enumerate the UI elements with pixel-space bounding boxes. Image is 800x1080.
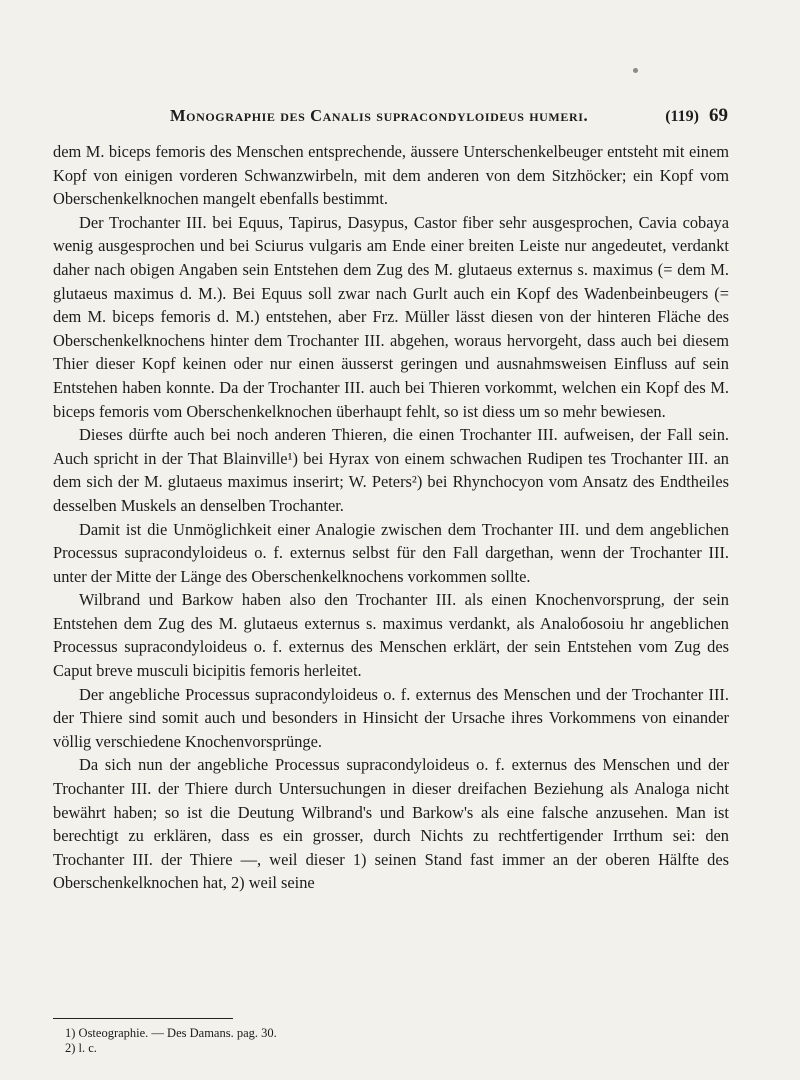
paragraph-7: Da sich nun der angebliche Processus supracondyloideus o. f. externus des Menschen und der Trochanter III. der Thiere durch Untersuchungen in dieser dreifachen Beziehung als Analoga nicht bewährt haben; so ist die Deutung Wilbrand's und Barkow's als eine falsche anzusehen. Man ist berechtigt zu erklären, dass es ein grosser, durch Nichts zu rechtfertigender Irrthum sei: den Trochanter III. der Thiere —, weil dieser 1) seinen Stand fast immer an der oberen Hälfte des Oberschenkelknochen hat, 2) weil seine	[53, 755, 729, 893]
paragraph-5: Wilbrand und Barkow haben also den Trochanter III. als einen Knochenvorsprung, der sein Entstehen dem Zug des M. glutaeus externus s. maximus verdankt, als Analoбоsoiu hr angeblichen Processus supracondyloideus o. f. externus des Menschen erklärt, der sein Entstehen vom Zug des Caput breve musculi bicipitis femoris herleitet.	[53, 590, 729, 681]
page-numbers	[665, 105, 728, 127]
section-number: (119)	[665, 108, 699, 125]
running-title: Monographie des Canalis supracondyloideus humeri.	[170, 106, 589, 125]
paragraph-1: dem M. biceps femoris des Menschen entsprechende, äussere Unterschenkelbeuger entsteht mit einem Kopf von einigen vorderen Schwanzwirbeln, mit dem anderen von dem Sitzhöcker; ein Kopf vom Oberschenkelknochen mangelt ebenfalls bestimmt.	[53, 142, 729, 209]
paragraph-3: Dieses dürfte auch bei noch anderen Thieren, die einen Trochanter III. aufweisen, der Fall sein. Auch spricht in der That Blainville¹) bei Hyrax von einem schwachen Rudipen tes Trochanter III. an dem sich der M. glutaeus maximus inserirt; W. Peters²) bei Rhynchocyon vom Ansatz des Endtheiles desselben Muskels an denselben Trochanter.	[53, 425, 729, 515]
page-number: 69	[709, 105, 728, 126]
footnotes	[65, 1026, 725, 1056]
footnote-2: 2) l. c.	[65, 1041, 97, 1055]
footnote-1: 1) Osteographie. — Des Damans. pag. 30.	[65, 1026, 277, 1040]
print-speck	[633, 68, 638, 73]
footnote-divider	[53, 1018, 233, 1019]
running-header	[170, 105, 728, 127]
paragraph-4: Damit ist die Unmöglichkeit einer Analogie zwischen dem Trochanter III. und dem angeblichen Processus supracondyloideus o. f. externus selbst für den Fall dargethan, wenn der Trochanter III. unter der Mitte der Länge des Oberschenkelknochens vorkommen sollte.	[53, 519, 729, 586]
body-text	[53, 140, 729, 895]
paragraph-2: Der Trochanter III. bei Equus, Tapirus, Dasypus, Castor fiber sehr ausgesprochen, Cavia cobaya wenig ausgesprochen und bei Sciurus vulgaris am Ende einer breiten Leiste nur angedeutet, verdankt daher nach obigen Angaben sein Entstehen dem Zug des M. glutaeus externus s. maximus (= dem M. glutaeus maximus d. M.). Bei Equus soll zwar nach Gurlt auch ein Kopf des Wadenbeinbeugers (= dem M. biceps femoris d. M.) entstehen, aber Frz. Müller lässt diesen von der hinteren Fläche des Oberschenkelknochens hinter dem Trochanter III. abgehen, woraus hervorgeht, dass auch bei diesem Thier dieser Kopf keinen oder nur einen äusserst geringen und ausnahmsweisen Einfluss auf sein Entstehen haben konnte. Da der Trochanter III. auch bei Thieren vorkommt, welchen ein Kopf des M. biceps femoris vom Oberschenkelknochen überhaupt fehlt, so ist diess um so mehr bewiesen.	[53, 212, 729, 421]
paragraph-6: Der angebliche Processus supracondyloideus o. f. externus des Menschen und der Trochanter III. der Thiere sind somit auch und besonders in Hinsicht der Ursache ihres Vorkommens von einander völlig verschiedene Knochenvorsprünge.	[53, 684, 729, 751]
